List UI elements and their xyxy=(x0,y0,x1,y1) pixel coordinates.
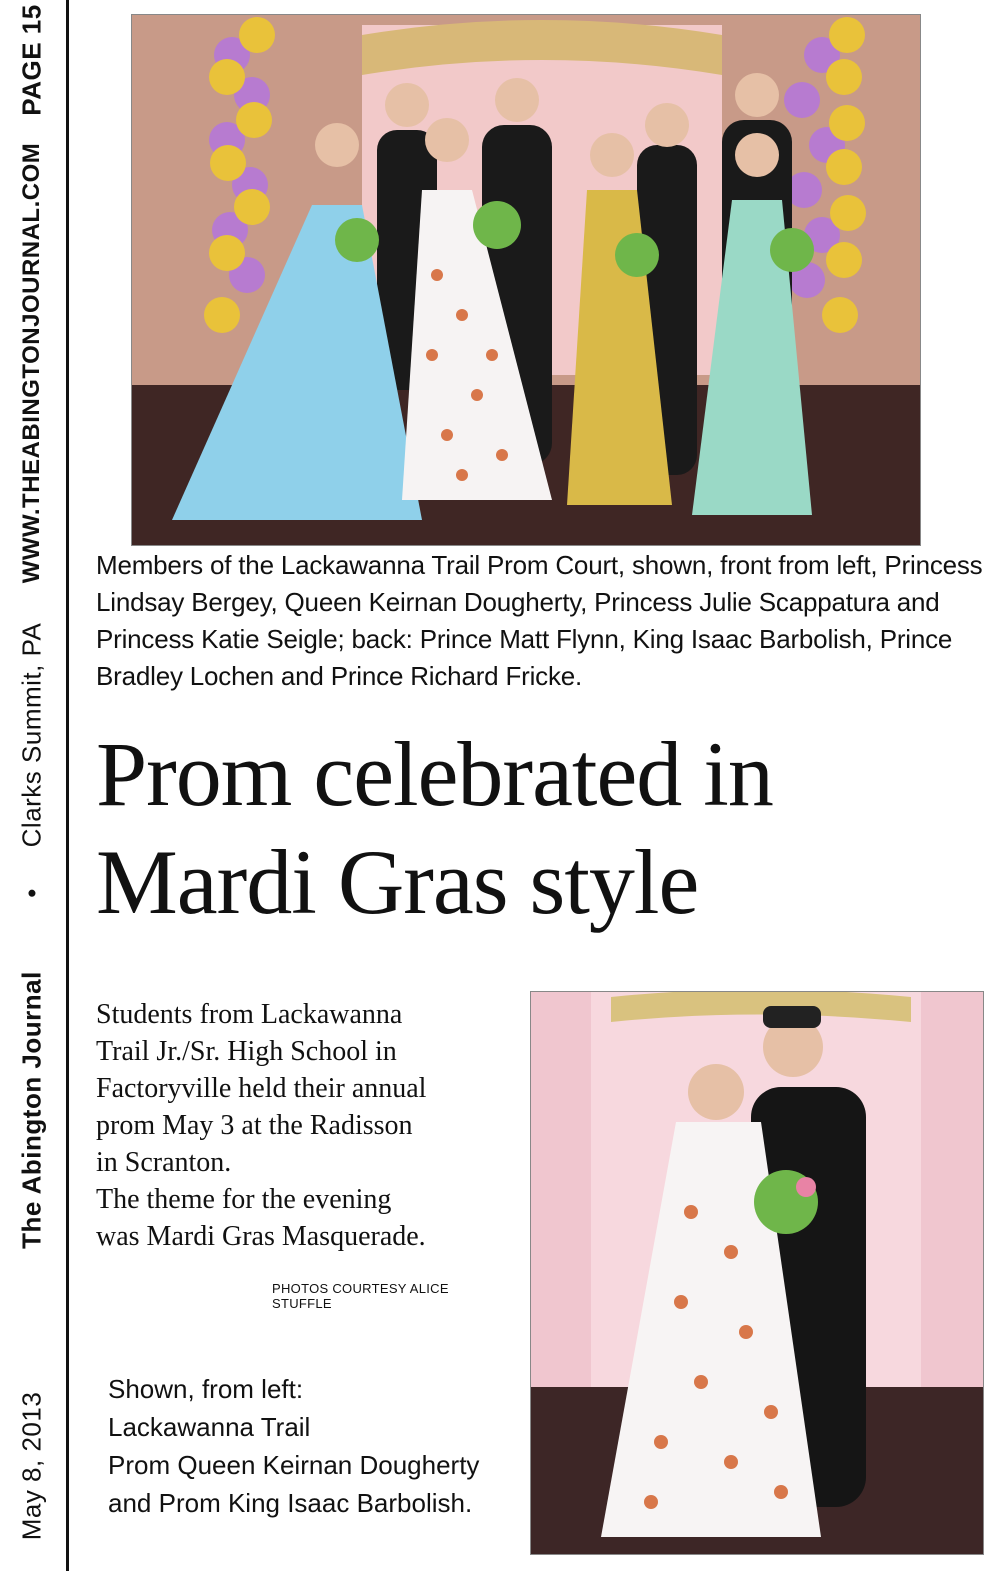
king-queen-illustration xyxy=(531,992,983,1554)
body-line: was Mardi Gras Masquerade. xyxy=(96,1221,426,1252)
publication-date: May 8, 2013 xyxy=(16,1391,47,1541)
website-url: WWW.THEABINGTONJOURNAL.COM xyxy=(18,142,45,584)
article-body xyxy=(96,996,516,1255)
body-line: The theme for the evening xyxy=(96,1184,392,1215)
publication-name: The Abington Journal xyxy=(16,971,47,1249)
king-queen-caption xyxy=(108,1370,528,1522)
sidebar xyxy=(0,0,64,1571)
location: Clarks Summit, PA xyxy=(16,622,47,848)
body-line: Trail Jr./Sr. High School in xyxy=(96,1036,397,1067)
sidebar-divider xyxy=(66,0,69,1571)
page-number: PAGE 15 xyxy=(16,4,47,116)
body-line: Students from Lackawanna xyxy=(96,999,403,1030)
caption-line: Shown, from left: xyxy=(108,1374,304,1404)
prom-court-illustration xyxy=(132,15,920,545)
caption-line: and Prom King Isaac Barbolish. xyxy=(108,1488,473,1518)
king-queen-photo xyxy=(530,991,984,1555)
caption-line: Lackawanna Trail xyxy=(108,1412,311,1442)
photo-credit: PHOTOS COURTESY ALICE STUFFLE xyxy=(272,1281,449,1311)
caption-line: Prom Queen Keirnan Dougherty xyxy=(108,1450,480,1480)
body-line: in Scranton. xyxy=(96,1147,232,1178)
separator-bullet: • xyxy=(16,888,47,898)
body-line: Factoryville held their annual xyxy=(96,1073,427,1104)
prom-court-caption: Members of the Lackawanna Trail Prom Court, shown, front from left, Princess Lindsay Bergey, Queen Keirnan Dougherty, Princess Julie Scappatura and Princess Katie Seigle; back: Prince Matt Flynn, King Isaac Barbolish, Prince Bradley Lochen and Prince Richard Fricke. xyxy=(96,550,983,691)
prom-court-photo xyxy=(131,14,921,546)
headline xyxy=(96,720,976,936)
body-line: prom May 3 at the Radisson xyxy=(96,1110,413,1141)
headline-line-1: Prom celebrated in xyxy=(96,723,773,825)
headline-line-2: Mardi Gras style xyxy=(96,831,699,933)
